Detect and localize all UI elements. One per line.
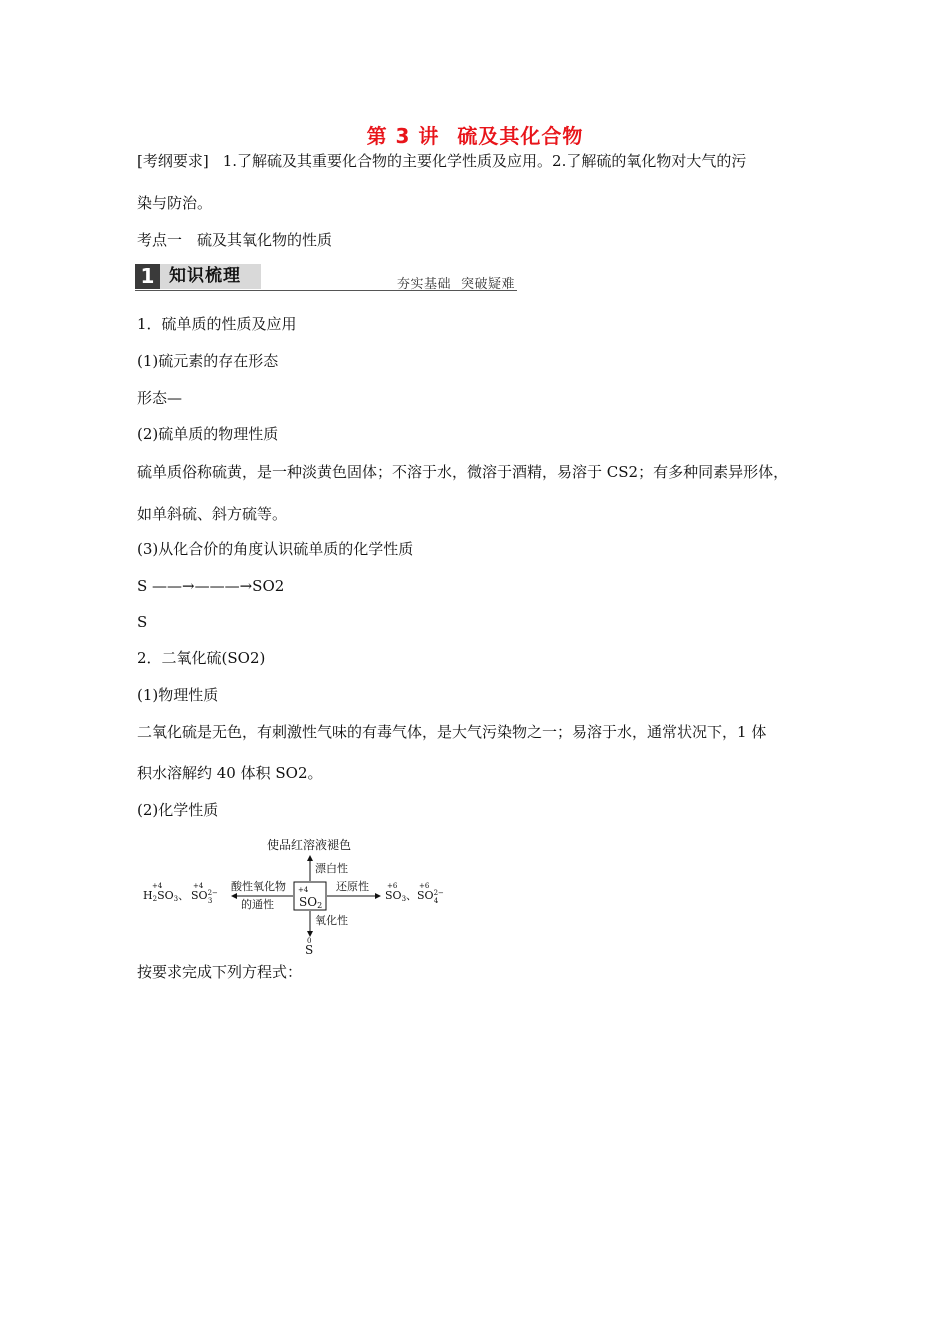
diagram-center-oxidation: +4 (298, 886, 309, 894)
diagram-right1-oxidation: +6 (387, 882, 398, 890)
diagram-reduce-label: 还原性 (336, 880, 369, 893)
requirement-text: 1.了解硫及其重要化合物的主要化学性质及应用。2.了解硫的氧化物对大气的污 (222, 152, 747, 170)
banner-label: 知识梳理 (169, 266, 241, 286)
diagram-left1-formula: H2SO3、 (143, 889, 190, 903)
section-1-2-body-line1: 硫单质俗称硫黄，是一种淡黄色固体；不溶于水，微溶于酒精，易溶于 CS2；有多种同素异形体， (137, 463, 789, 481)
section-1-3-heading: (3)从化合价的角度认识硫单质的化学性质 (137, 540, 414, 558)
section-1-3-sulfur: S (137, 613, 148, 631)
diagram-acid-label-2: 的通性 (241, 898, 274, 911)
section-banner (135, 262, 517, 292)
banner-number: 1 (135, 264, 160, 289)
section-1-3-equation: S ——→———→SO2 (137, 577, 285, 595)
diagram-bottom-formula: S (305, 943, 314, 956)
syllabus-requirement-line2: 染与防治。 (137, 194, 213, 212)
page-title (0, 120, 950, 149)
section-2-1-heading: (1)物理性质 (137, 686, 219, 704)
section-1-1-heading: (1)硫元素的存在形态 (137, 352, 279, 370)
diagram-center-formula: SO2 (299, 895, 323, 910)
section-1-2-body-line2: 如单斜硫、斜方硫等。 (137, 505, 288, 523)
section-2-heading: 2．二氧化硫(SO2) (137, 649, 266, 667)
title-topic: 硫及其化合物 (457, 124, 584, 148)
diagram-left2-formula: $SO^{2-}$ 3 (191, 889, 218, 905)
section-2-1-body-line1: 二氧化硫是无色，有刺激性气味的有毒气体，是大气污染物之一；易溶于水，通常状况下，1 体 (137, 723, 767, 741)
diagram-right2-oxidation: +6 (419, 882, 430, 890)
requirement-label: [考纲要求] (137, 152, 209, 170)
diagram-left1-oxidation: +4 (152, 882, 163, 890)
banner-subtitle-2: 突破疑难 (460, 277, 515, 292)
diagram-oxid-label: 氧化性 (315, 914, 348, 927)
title-lecture-number: 第 3 讲 (366, 124, 440, 148)
banner-subtitle (397, 273, 515, 292)
equations-prompt: 按要求完成下列方程式： (137, 963, 303, 981)
exam-point-heading: 考点一 硫及其氧化物的性质 (137, 231, 333, 249)
banner-subtitle-1: 夯实基础 (396, 277, 451, 292)
diagram-bottom-oxidation: 0 (307, 937, 312, 945)
diagram-acid-label-1: 酸性氧化物 (231, 880, 286, 893)
so2-properties-diagram (137, 832, 457, 956)
section-2-2-heading: (2)化学性质 (137, 801, 219, 819)
section-1-heading: 1．硫单质的性质及应用 (137, 315, 297, 333)
diagram-left2-oxidation: +4 (193, 882, 204, 890)
section-2-1-body-line2: 积水溶解约 40 体积 SO2。 (137, 764, 323, 782)
diagram-right2-formula: $SO^{2-}$ 4 (417, 889, 444, 905)
diagram-bleach-label: 漂白性 (315, 862, 348, 875)
diagram-top-label: 使品红溶液褪色 (267, 838, 352, 852)
syllabus-requirement-line1 (137, 150, 817, 172)
section-1-2-heading: (2)硫单质的物理性质 (137, 425, 279, 443)
diagram-right1-formula: SO3、 (385, 889, 418, 903)
section-1-1-body: 形态— (137, 389, 183, 407)
